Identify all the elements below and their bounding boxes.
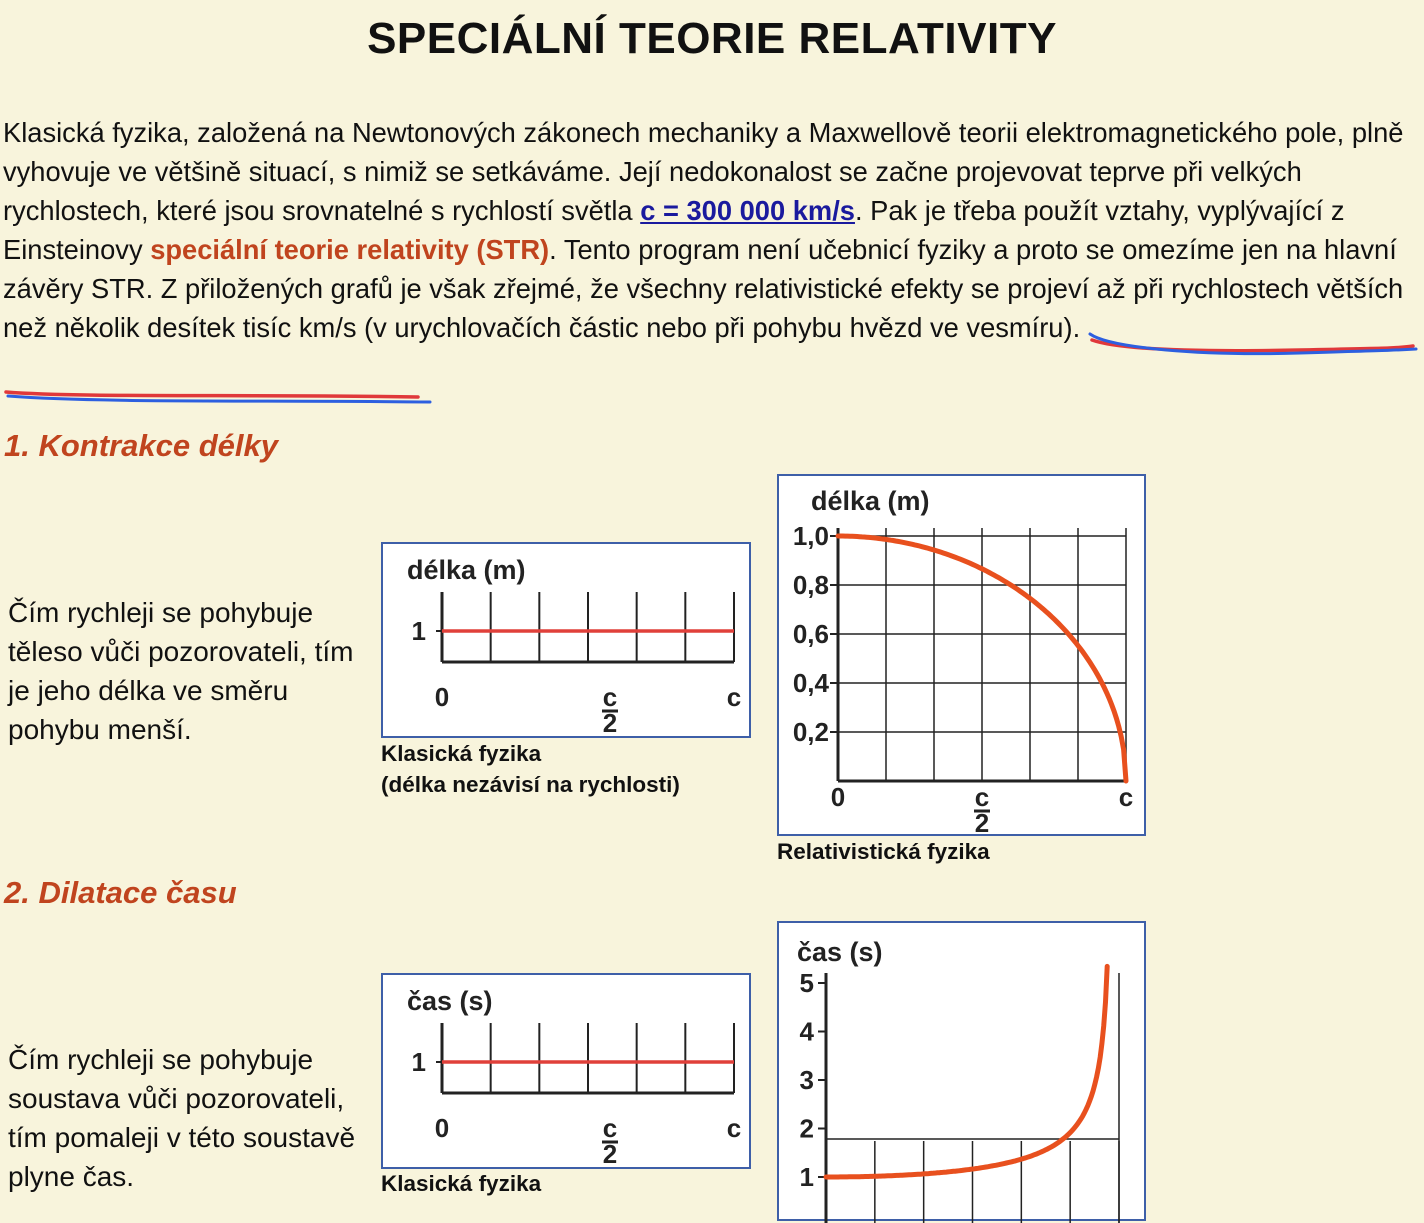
y-tick-label: 1 xyxy=(411,1047,426,1077)
caption-line-2: (délka nezávisí na rychlosti) xyxy=(381,772,680,797)
y-tick-label: 1,0 xyxy=(792,521,829,551)
time-description: Čím rychleji se pohybuje soustava vůči pozorovateli, tím pomaleji v této soustavě plyne čas. xyxy=(8,1044,356,1192)
caption-line-1: Klasická fyzika xyxy=(381,741,542,766)
x-tick-label: 0 xyxy=(434,682,450,712)
intro-paragraph xyxy=(3,113,1418,347)
data-curve xyxy=(826,966,1107,1177)
y-tick-label: 1 xyxy=(411,616,426,646)
time-classic-chart xyxy=(381,973,751,1169)
length-classic-chart xyxy=(381,542,751,738)
time-relativistic-chart xyxy=(777,921,1146,1221)
page-title: SPECIÁLNÍ TEORIE RELATIVITY xyxy=(367,14,1057,63)
y-tick-label: 0,2 xyxy=(792,717,829,747)
y-tick-label: 3 xyxy=(799,1065,814,1095)
section-heading-length: 1. Kontrakce délky xyxy=(4,428,278,463)
x-tick-label-den: 2 xyxy=(974,808,990,838)
x-tick-label: 0 xyxy=(830,782,846,812)
y-tick-label: 0,6 xyxy=(792,619,829,649)
chart-title: čas (s) xyxy=(797,937,883,967)
chart-title: čas (s) xyxy=(407,986,493,1016)
str-highlight: speciální teorie relativity (STR) xyxy=(150,234,550,265)
length-relativistic-caption xyxy=(777,836,990,867)
speed-of-light-link[interactable]: c = 300 000 km/s xyxy=(640,195,855,226)
intro-text-1: Klasická fyzika, založená na Newtonových zákonech mechaniky a Maxwellově teorii elektromagnetického pole, plně vyhovuje ve většině situací, s nimiž se setkáváme. Její nedokonalost se začne projevovat teprve při velkých rychlostech, které jsou srovnatelné s rychlostí světla xyxy=(3,117,1404,226)
x-tick-label-den: 2 xyxy=(602,708,618,738)
time-classic-caption xyxy=(381,1168,541,1199)
intro-text-3: . Tento program není učebnicí fyziky a proto se omezíme jen na hlavní závěry STR. Z přiložených grafů je však zřejmé, že všechny relativistické efekty se projeví až při rychlostech větších než několik desítek tisíc km/s (v urychlovačích částic nebo při pohybu hvězd ve vesmíru). xyxy=(3,234,1404,343)
caption-line-1: Klasická fyzika xyxy=(381,1171,542,1196)
y-tick-label: 4 xyxy=(799,1016,814,1047)
y-tick-label: 2 xyxy=(799,1113,814,1144)
x-tick-label-num: c xyxy=(602,682,618,712)
intro-text-2: . Pak je třeba použít vztahy, vyplývající z Einsteinovy xyxy=(3,195,1345,265)
y-tick-label: 5 xyxy=(799,968,814,998)
x-tick-label-num: c xyxy=(602,1113,618,1143)
chart-title: délka (m) xyxy=(811,486,930,516)
x-tick-label: c xyxy=(726,682,742,712)
y-tick-label: 0,4 xyxy=(792,668,829,698)
length-description: Čím rychleji se pohybuje těleso vůči pozorovateli, tím je jeho délka ve směru pohybu menší. xyxy=(8,597,354,745)
x-tick-label-num: c xyxy=(974,782,990,812)
x-tick-label: c xyxy=(726,1113,742,1143)
section-heading-time: 2. Dilatace času xyxy=(4,875,237,910)
chart-title: délka (m) xyxy=(407,555,526,585)
length-classic-caption xyxy=(381,738,680,800)
y-tick-label: 0,8 xyxy=(792,570,829,600)
y-tick-label: 1 xyxy=(799,1162,814,1192)
length-relativistic-chart xyxy=(777,474,1146,836)
x-tick-label-den: 2 xyxy=(602,1139,618,1169)
x-tick-label: 0 xyxy=(434,1113,450,1143)
caption-line-1: Relativistická fyzika xyxy=(777,839,990,864)
x-tick-label: c xyxy=(1118,782,1134,812)
